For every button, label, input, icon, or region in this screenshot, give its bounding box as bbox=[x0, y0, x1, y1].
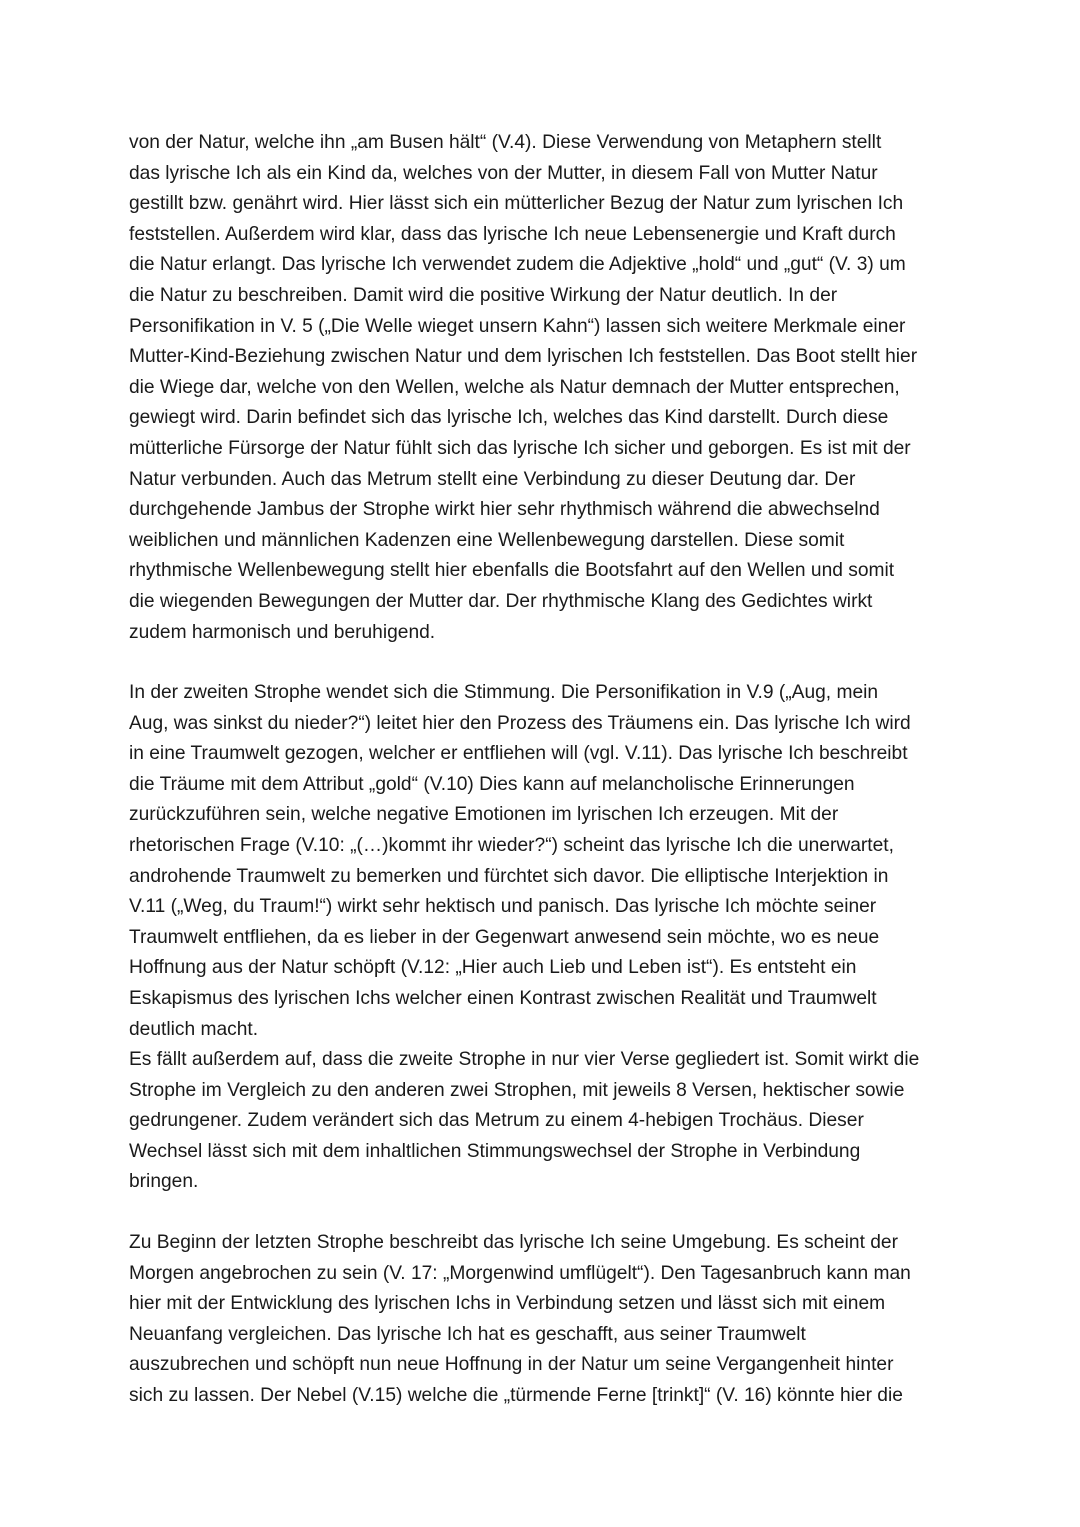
text-line: gestillt bzw. genährt wird. Hier lässt sich ein mütterlicher Bezug der Natur zum lyrischen Ich bbox=[129, 193, 904, 215]
text-line: Strophe im Vergleich zu den anderen zwei Strophen, mit jeweils 8 Versen, hektischer sowie bbox=[129, 1079, 905, 1101]
text-line: Mutter-Kind-Beziehung zwischen Natur und dem lyrischen Ich feststellen. Das Boot stellt hier bbox=[129, 346, 918, 368]
text-line: die Natur erlangt. Das lyrische Ich verwendet zudem die Adjektive „hold“ und „gut“ (V. 3) um bbox=[129, 254, 906, 276]
text-line: die wiegenden Bewegungen der Mutter dar. Der rhythmische Klang des Gedichtes wirkt bbox=[129, 590, 873, 612]
text-line: Zu Beginn der letzten Strophe beschreibt das lyrische Ich seine Umgebung. Es scheint der bbox=[129, 1232, 898, 1253]
text-line: weiblichen und männlichen Kadenzen eine Wellenbewegung darstellen. Diese somit bbox=[129, 529, 845, 551]
text-line: durchgehende Jambus der Strophe wirkt hier sehr rhythmisch während die abwechselnd bbox=[129, 499, 880, 521]
text-line: In der zweiten Strophe wendet sich die Stimmung. Die Personifikation in V.9 („Aug, mein bbox=[129, 682, 879, 703]
text-line: rhythmische Wellenbewegung stellt hier ebenfalls die Bootsfahrt auf den Wellen und somit bbox=[129, 560, 895, 582]
text-line: Personifikation in V. 5 („Die Welle wieget unsern Kahn“) lassen sich weitere Merkmale einer bbox=[129, 315, 906, 337]
text-line: zurückzuführen sein, welche negative Emotionen im lyrischen Ich erzeugen. Mit der bbox=[129, 804, 839, 826]
text-line: feststellen. Außerdem wird klar, dass das lyrische Ich neue Lebensenergie und Kraft durch bbox=[129, 223, 896, 245]
text-line: Aug, was sinkst du nieder?“) leitet hier den Prozess des Träumens ein. Das lyrische Ich wird bbox=[129, 712, 911, 734]
paragraph-4 bbox=[129, 1228, 959, 1412]
paragraph-3 bbox=[129, 1045, 959, 1198]
text-line: hier mit der Entwicklung des lyrischen Ichs in Verbindung setzen und lässt sich mit einem bbox=[129, 1293, 886, 1315]
text-line: gewiegt wird. Darin befindet sich das lyrische Ich, welches das Kind darstellt. Durch diese bbox=[129, 407, 889, 429]
text-line: die Träume mit dem Attribut „gold“ (V.10) Dies kann auf melancholische Erinnerungen bbox=[129, 773, 855, 795]
text-line: von der Natur, welche ihn „am Busen hält“ (V.4). Diese Verwendung von Metaphern stellt bbox=[129, 132, 882, 153]
text-line: Morgen angebrochen zu sein (V. 17: „Morgenwind umflügelt“). Den Tagesanbruch kann man bbox=[129, 1262, 911, 1284]
text-line: rhetorischen Frage (V.10: „(…)kommt ihr wieder?“) scheint das lyrische Ich die unerwartet, bbox=[129, 834, 894, 856]
text-line: Neuanfang vergleichen. Das lyrische Ich hat es geschafft, aus seiner Traumwelt bbox=[129, 1323, 806, 1345]
text-line: Natur verbunden. Auch das Metrum stellt eine Verbindung zu dieser Deutung dar. Der bbox=[129, 468, 856, 490]
text-line: gedrungener. Zudem verändert sich das Metrum zu einem 4-hebigen Trochäus. Dieser bbox=[129, 1110, 864, 1132]
text-line: bringen. bbox=[129, 1171, 199, 1193]
text-line: Eskapismus des lyrischen Ichs welcher einen Kontrast zwischen Realität und Traumwelt bbox=[129, 987, 877, 1009]
text-line: die Wiege dar, welche von den Wellen, welche als Natur demnach der Mutter entsprechen, bbox=[129, 376, 900, 398]
paragraph-1 bbox=[129, 128, 959, 648]
text-line: Wechsel lässt sich mit dem inhaltlichen Stimmungswechsel der Strophe in Verbindung bbox=[129, 1140, 861, 1162]
text-line: Hoffnung aus der Natur schöpft (V.12: „Hier auch Lieb und Leben ist“). Es entsteht ein bbox=[129, 957, 857, 979]
text-line: sich zu lassen. Der Nebel (V.15) welche die „türmende Ferne [trinkt]“ (V. 16) könnte hier die bbox=[129, 1384, 903, 1406]
text-line: deutlich macht. bbox=[129, 1018, 259, 1040]
text-line: androhende Traumwelt zu bemerken und fürchtet sich davor. Die elliptische Interjektion in bbox=[129, 865, 889, 887]
text-line: zudem harmonisch und beruhigend. bbox=[129, 621, 436, 643]
text-line: die Natur zu beschreiben. Damit wird die positive Wirkung der Natur deutlich. In der bbox=[129, 284, 838, 306]
text-line: in eine Traumwelt gezogen, welcher er entfliehen will (vgl. V.11). Das lyrische Ich beschreibt bbox=[129, 743, 908, 765]
text-line: Es fällt außerdem auf, dass die zweite Strophe in nur vier Verse gegliedert ist. Somit wirkt die bbox=[129, 1049, 920, 1070]
text-line: Traumwelt entfliehen, da es lieber in der Gegenwart anwesend sein möchte, wo es neue bbox=[129, 926, 880, 948]
paragraph-2 bbox=[129, 678, 959, 1045]
text-line: auszubrechen und schöpft nun neue Hoffnung in der Natur um seine Vergangenheit hinter bbox=[129, 1354, 894, 1376]
text-line: das lyrische Ich als ein Kind da, welches von der Mutter, in diesem Fall von Mutter Natur bbox=[129, 162, 878, 184]
text-line: V.11 („Weg, du Traum!“) wirkt sehr hektisch und panisch. Das lyrische Ich möchte seiner bbox=[129, 896, 877, 918]
text-line: mütterliche Fürsorge der Natur fühlt sich das lyrische Ich sicher und geborgen. Es ist mit der bbox=[129, 437, 911, 459]
